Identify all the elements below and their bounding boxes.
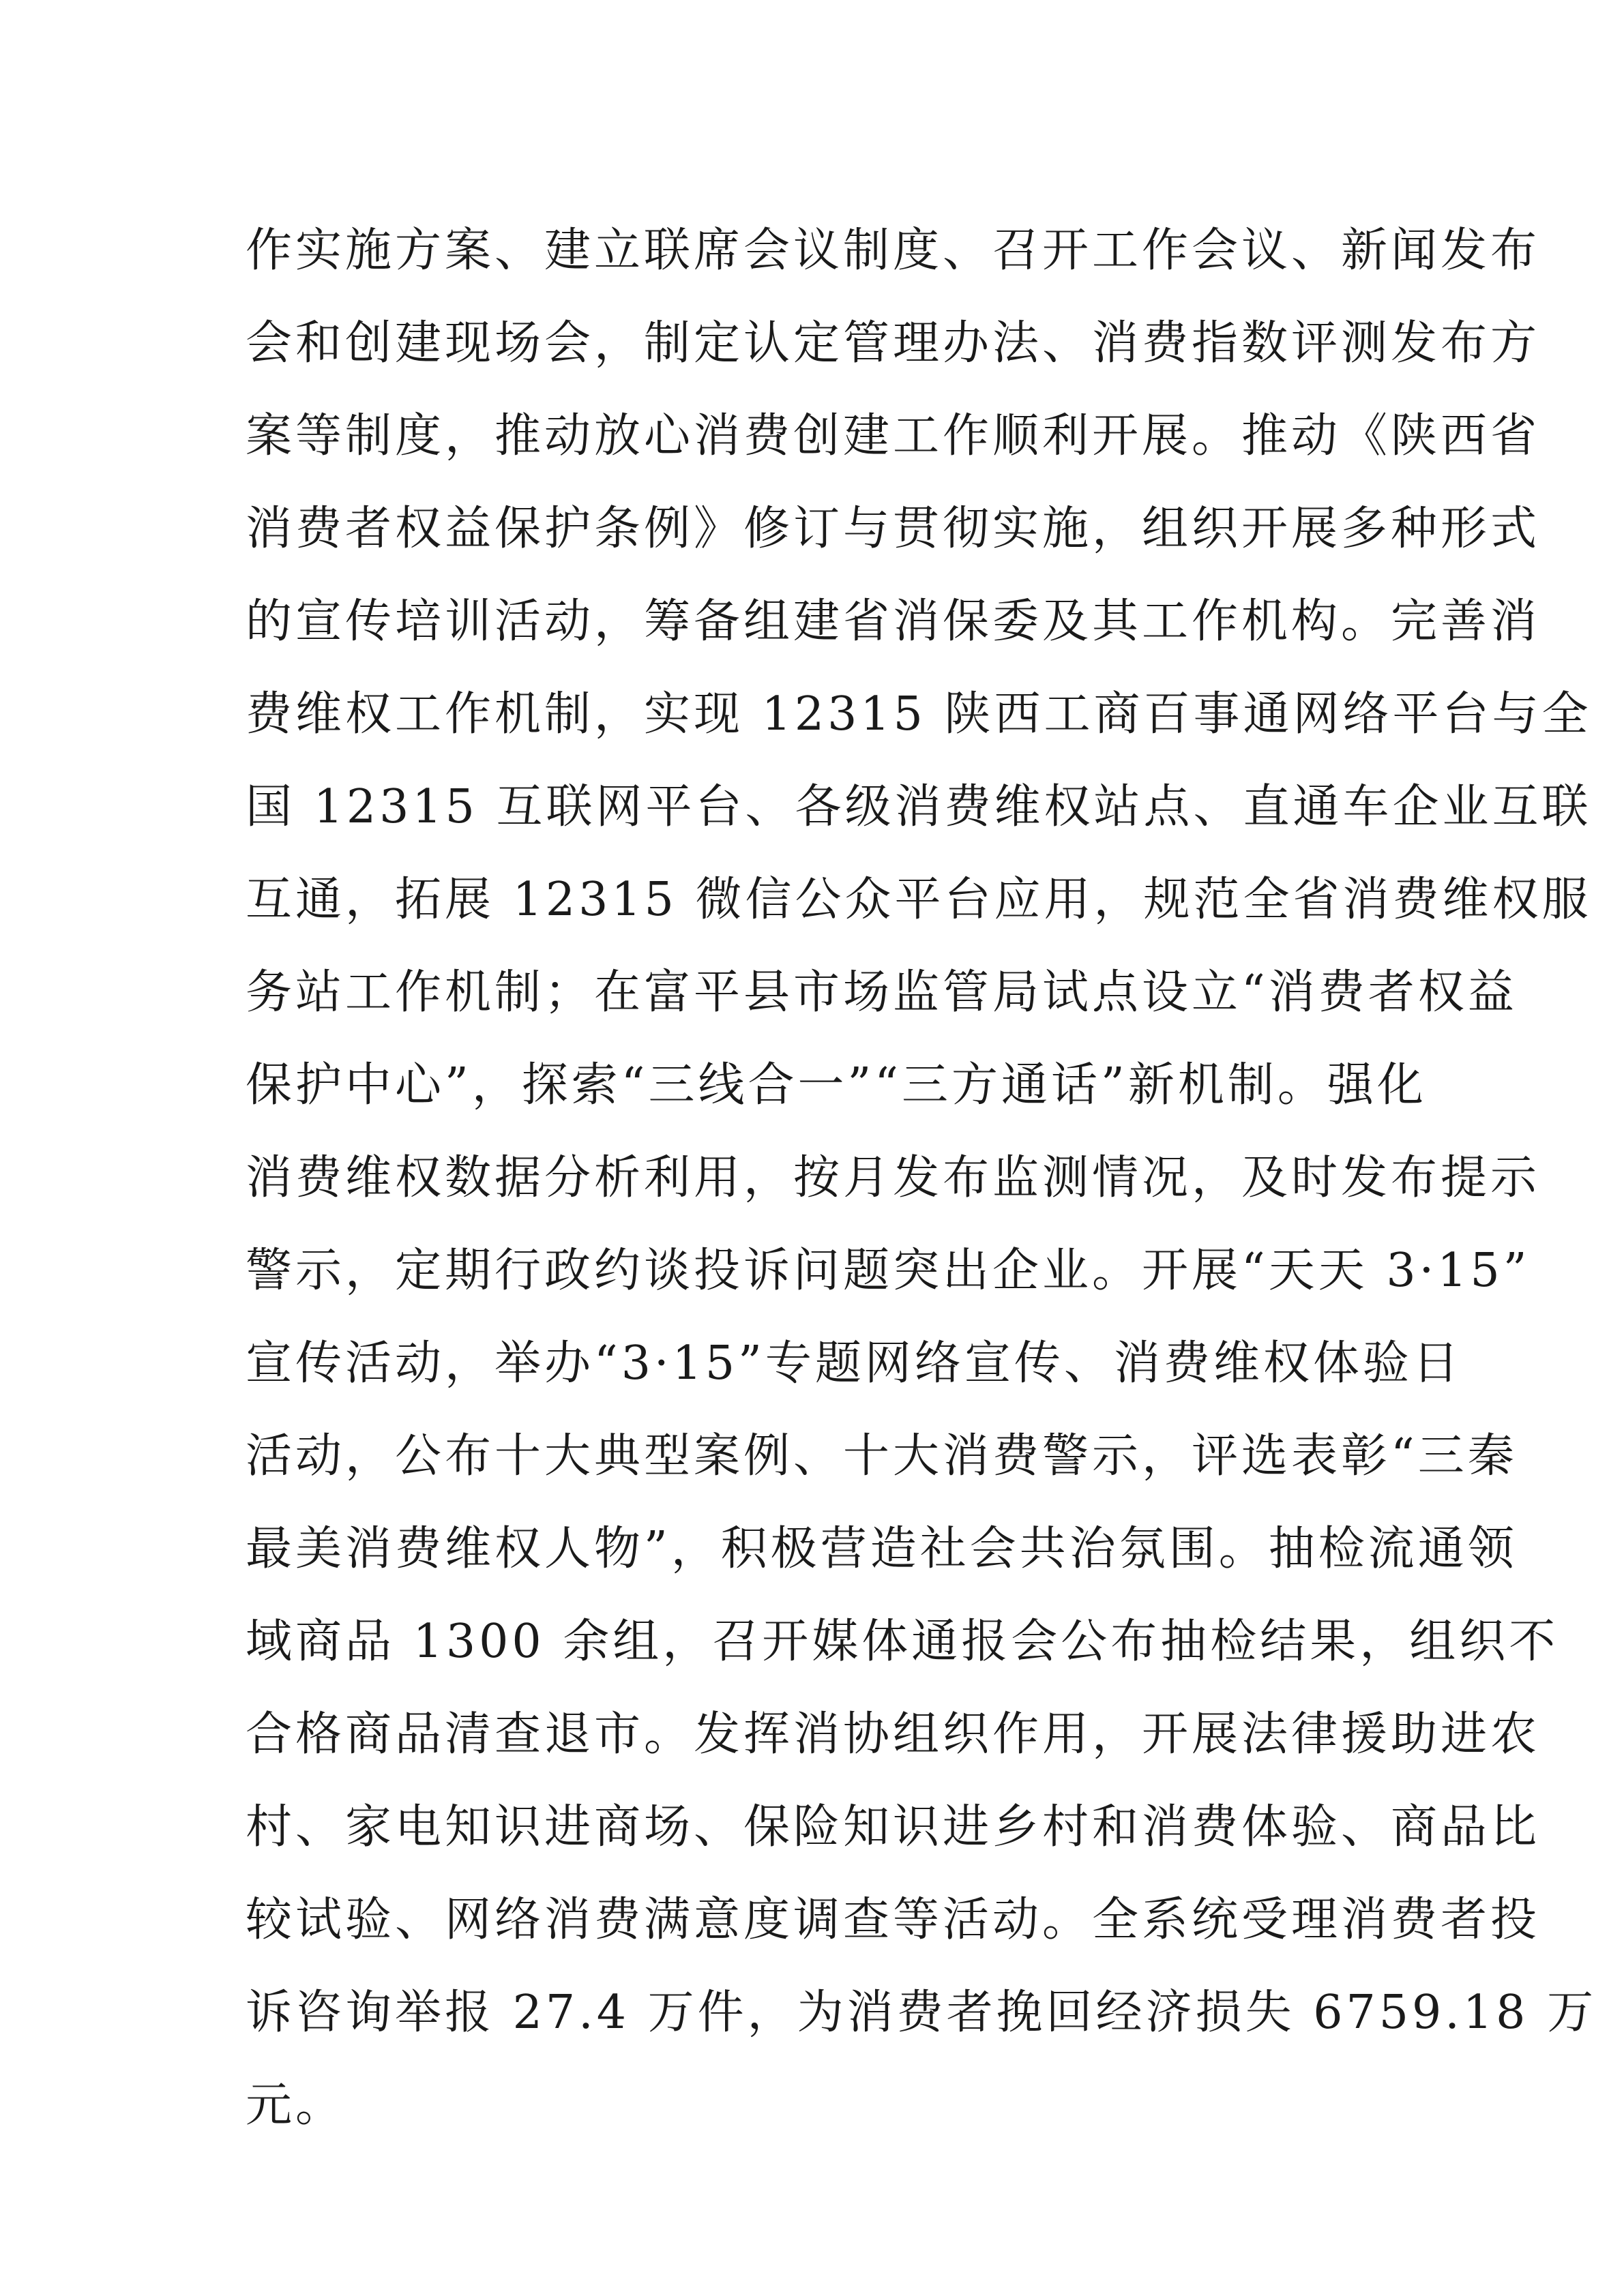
paragraph-line: 国 12315 互联网平台、各级消费维权站点、直通车企业互联: [246, 780, 1592, 834]
paragraph-line: 作实施方案、建立联席会议制度、召开工作会议、新闻发布: [246, 224, 1541, 278]
paragraph-line: 费维权工作机制，实现 12315 陕西工商百事通网络平台与全: [246, 687, 1592, 741]
paragraph-line: 域商品 1300 余组，召开媒体通报会公布抽检结果，组织不: [246, 1615, 1559, 1669]
body-paragraph: [246, 205, 1597, 2152]
paragraph-line: 消费维权数据分析利用，按月发布监测情况，及时发布提示: [246, 1151, 1541, 1205]
paragraph-line: 元。: [246, 2078, 346, 2132]
paragraph-line: 保护中心”，探索“三线合一”“三方通话”新机制。强化: [246, 1058, 1427, 1112]
paragraph-line: 较试验、网络消费满意度调查等活动。全系统受理消费者投: [246, 1893, 1541, 1947]
paragraph-line: 宣传活动，举办“3·15”专题网络宣传、消费维权体验日: [246, 1337, 1462, 1390]
paragraph-line: 诉咨询举报 27.4 万件，为消费者挽回经济损失 6759.18 万: [246, 1986, 1597, 2040]
paragraph-line: 互通，拓展 12315 微信公众平台应用，规范全省消费维权服: [246, 873, 1592, 927]
paragraph-line: 消费者权益保护条例》修订与贯彻实施，组织开展多种形式: [246, 502, 1541, 556]
paragraph-line: 合格商品清查退市。发挥消协组织作用，开展法律援助进农: [246, 1708, 1541, 1761]
paragraph-line: 村、家电知识进商场、保险知识进乡村和消费体验、商品比: [246, 1800, 1541, 1854]
paragraph-line: 会和创建现场会，制定认定管理办法、消费指数评测发布方: [246, 316, 1541, 370]
paragraph-line: 警示，定期行政约谈投诉问题突出企业。开展“天天 3·15”: [246, 1244, 1531, 1298]
paragraph-line: 活动，公布十大典型案例、十大消费警示，评选表彰“三秦: [246, 1429, 1518, 1483]
paragraph-line: 最美消费维权人物”，积极营造社会共治氛围。抽检流通领: [246, 1522, 1518, 1576]
paragraph-line: 案等制度，推动放心消费创建工作顺利开展。推动《陕西省: [246, 409, 1541, 463]
paragraph-line: 的宣传培训活动，筹备组建省消保委及其工作机构。完善消: [246, 595, 1541, 648]
paragraph-line: 务站工作机制；在富平县市场监管局试点设立“消费者权益: [246, 966, 1518, 1019]
